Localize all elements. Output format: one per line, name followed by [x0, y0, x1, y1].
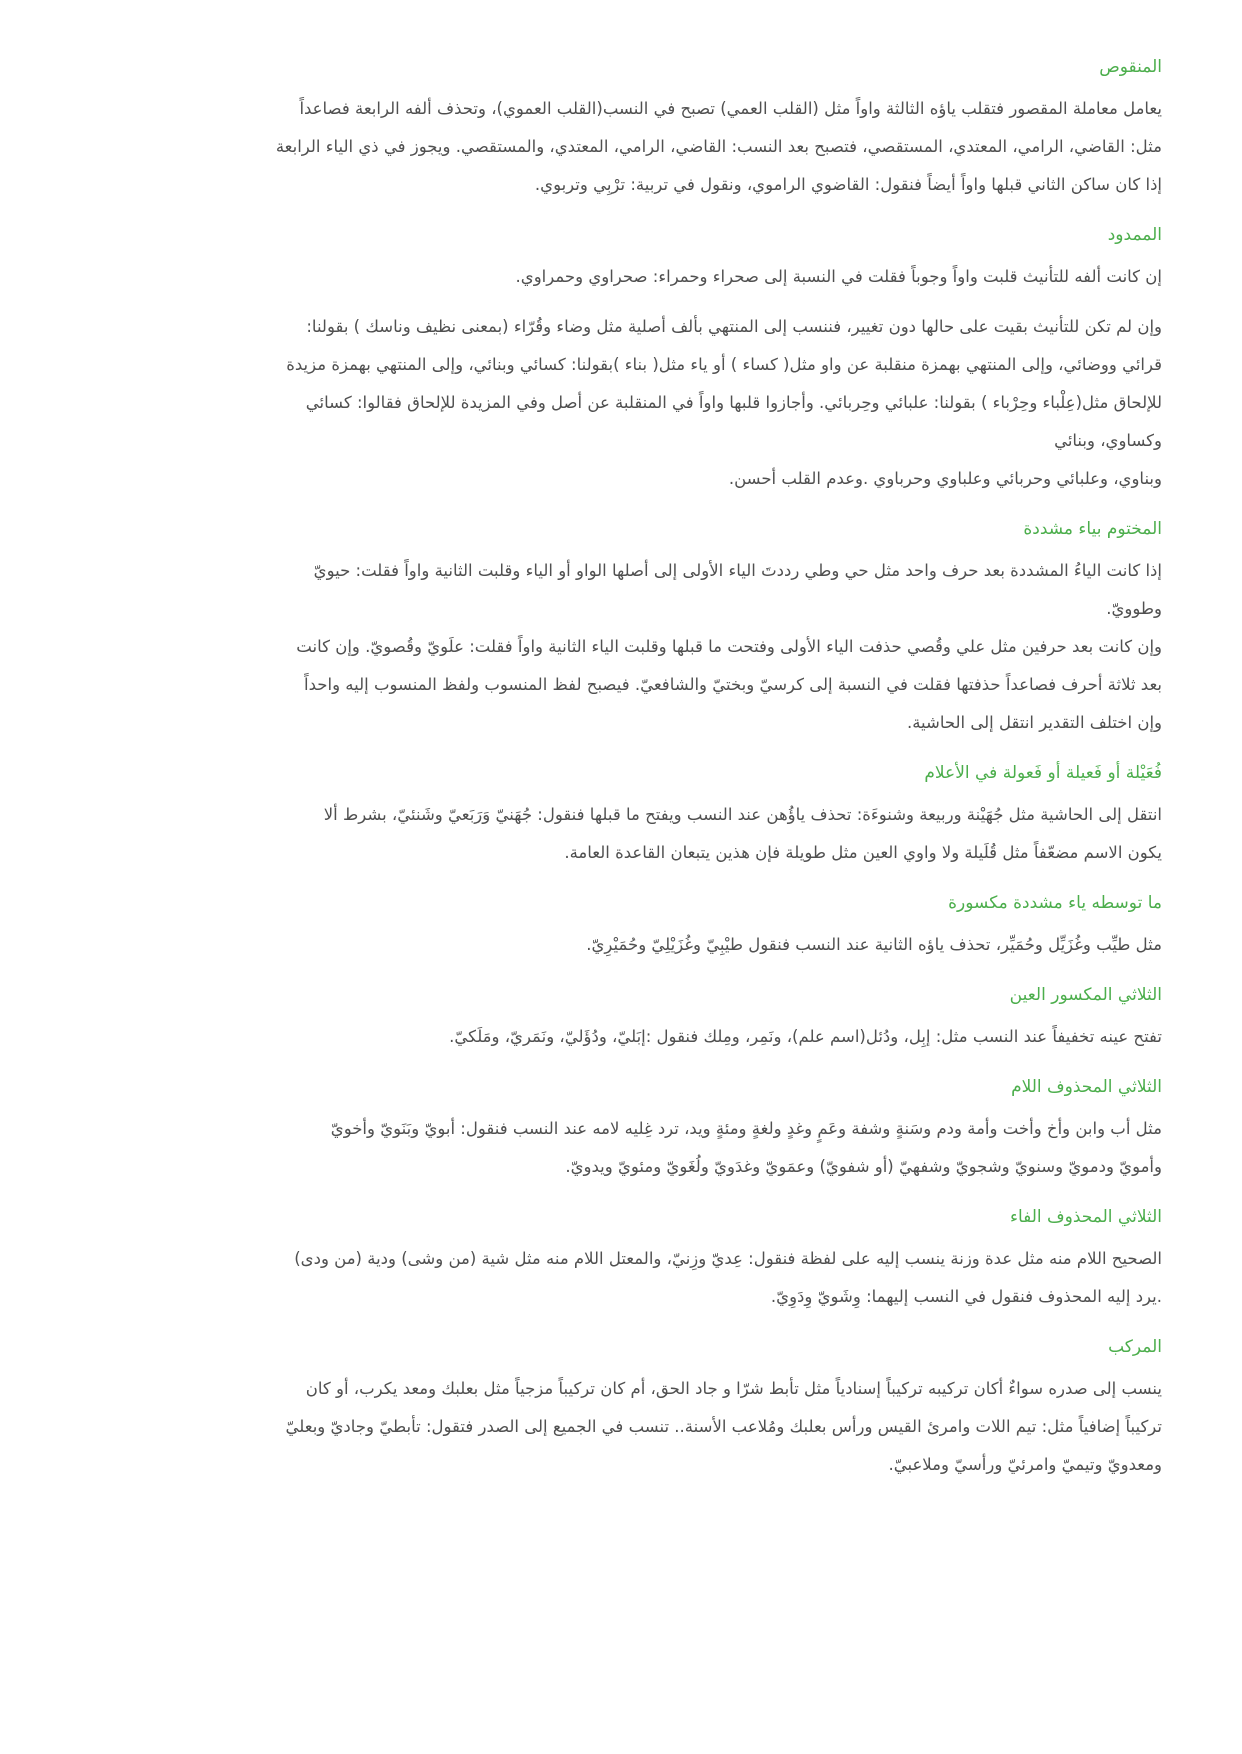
paragraph: [78, 796, 1162, 872]
text-line: وأمويّ ودمويّ وسنويّ وشجويّ وشفهيّ (أو شفويّ) وعمَويّ وغدَويّ ولُغَويّ ومئويّ ويدويّ.: [565, 1157, 1162, 1176]
section-heading: فُعَيْلة أو فَعيلة أو فَعولة في الأعلام: [924, 763, 1162, 783]
section: [78, 754, 1162, 872]
paragraph: [78, 1370, 1162, 1484]
text-line: وإن كانت بعد حرفين مثل علي وقُصي حذفت الياء الأولى وفتحت ما قبلها وقلبت الياء الثانية واواً فقلت: علَويّ وقُصويّ. وإن كانت: [296, 637, 1162, 656]
section-heading: الثلاثي المكسور العين: [1009, 985, 1162, 1005]
text-line: إذا كانت الياءُ المشددة بعد حرف واحد مثل حي وطي رددتَ الياء الأولى إلى أصلها الواو أو الياء وقلبت الثانية واواً فقلت: حيويّ: [313, 561, 1162, 580]
paragraph: [78, 1240, 1162, 1316]
paragraph: [78, 90, 1162, 204]
text-line: تفتح عينه تخفيفاً عند النسب مثل: إبِل، ودُئل(اسم علم)، ونَمِر، ومِلك فنقول :إبَليّ، ودُؤَليّ، ونَمَريّ، ومَلَكيّ.: [449, 1027, 1162, 1046]
text-line: وإن اختلف التقدير انتقل إلى الحاشية.: [906, 713, 1162, 732]
text-line: قرائي ووضائي، وإلى المنتهي بهمزة منقلبة عن واو مثل( كساء ) أو ياء مثل( بناء )بقولنا: كسائي وبنائي، وإلى المنتهي بهمزة مزيدة: [286, 355, 1162, 374]
text-line: ومعدويّ وتيميّ وامرئيّ ورأسيّ وملاعبيّ.: [888, 1455, 1162, 1474]
paragraph: [78, 1110, 1162, 1186]
section-heading: الممدود: [1107, 225, 1162, 245]
text-line: انتقل إلى الحاشية مثل جُهَيْنة وربيعة وشنوءَة: تحذف ياؤُهن عند النسب ويفتح ما قبلها فنقول: جُهَنيّ وَرَبَعيّ وشَنئيّ، بشرط ألا: [323, 805, 1162, 824]
text-line: ينسب إلى صدره سواءٌ أكان تركيبه تركيباً إسنادياً مثل تأبط شرّا و جاد الحق، أم كان تركيباً مزجياً مثل بعلبك ومعد يكرب، أو كان: [305, 1379, 1162, 1398]
paragraph: [78, 1018, 1162, 1056]
text-line: يكون الاسم مضعّفاً مثل قُلَيلة ولا واوي العين مثل طويلة فإن هذين يتبعان القاعدة العامة.: [564, 843, 1162, 862]
text-line: مثل: القاضي، الرامي، المعتدي، المستقصي، فتصبح بعد النسب: القاضي، الرامي، المعتدي، والمستقصي. ويجوز في ذي الياء الرابعة: [275, 137, 1162, 156]
section-heading: الثلاثي المحذوف الفاء: [1009, 1207, 1162, 1227]
paragraph: [78, 258, 1162, 296]
text-line: مثل أب وابن وأخ وأخت وأمة ودم وسَنةٍ وشفة وعَمٍ وغدٍ ولغةٍ ومئةٍ ويد، ترد غِليه لامه عند النسب فنقول: أبويّ وبَنَويّ وأخويّ: [330, 1119, 1162, 1138]
paragraph: [78, 460, 1162, 498]
text-line: وطوويّ.: [1106, 599, 1162, 618]
section: [78, 1198, 1162, 1316]
section-heading: المنقوص: [1099, 57, 1162, 77]
text-line: وكساوي، وبنائي: [1054, 431, 1162, 450]
paragraph: [78, 926, 1162, 964]
section: [78, 1068, 1162, 1186]
paragraph: [78, 552, 1162, 628]
section-heading: الثلاثي المحذوف اللام: [1011, 1077, 1162, 1097]
text-line: إن كانت ألفه للتأنيث قلبت واواً وجوباً فقلت في النسبة إلى صحراء وحمراء: صحراوي وحمراوي.: [515, 267, 1162, 286]
text-line: الصحيح اللام منه مثل عدة وزنة ينسب إليه على لفظة فنقول: عِديّ وزِنيّ، والمعتل اللام منه مثل شية (من وشى) ودية (من ودى): [294, 1249, 1162, 1268]
text-line: وبناوي، وعلبائي وحربائي وعلباوي وحرباوي .وعدم القلب أحسن.: [728, 469, 1162, 488]
section: [78, 884, 1162, 964]
paragraph: [78, 308, 1162, 460]
section: [78, 48, 1162, 204]
section: [78, 1328, 1162, 1484]
text-line: للإلحاق مثل(عِلْباء وحِرْباء ) بقولنا: علبائي وحِربائي. وأجازوا قلبها واواً في المنقلبة عن أصل وفي المزيدة للإلحاق فقالوا: كسائي: [305, 393, 1162, 412]
section: [78, 510, 1162, 742]
section: [78, 216, 1162, 498]
text-line: إذا كان ساكن الثاني قبلها واواً أيضاً فنقول: القاضوي الراموي، ونقول في تربية: ترْبِي وتربوي.: [534, 175, 1162, 194]
text-line: مثل طيِّب وغُزَيِّل وحُمَيِّر، تحذف ياؤه الثانية عند النسب فنقول طيْبِيّ وغُزَيْلِيّ وحُمَيْرِيّ.: [586, 935, 1162, 954]
section-heading: المختوم بياء مشددة: [1023, 519, 1162, 539]
text-line: تركيباً إضافياً مثل: تيم اللات وامرئ القيس ورأس بعلبك ومُلاعب الأسنة.. تنسب في الجميع إلى الصدر فتقول: تأبطيّ وجاديّ وبعليّ: [285, 1417, 1162, 1436]
text-line: وإن لم تكن للتأنيث بقيت على حالها دون تغيير، فننسب إلى المنتهي بألف أصلية مثل وضاء وقُرّاء (بمعنى نظيف وناسك ) بقولنا:: [306, 317, 1162, 336]
paragraph: [78, 628, 1162, 742]
section: [78, 976, 1162, 1056]
section-heading: ما توسطه ياء مشددة مكسورة: [948, 893, 1162, 913]
section-heading: المركب: [1108, 1337, 1162, 1357]
text-line: .يرد إليه المحذوف فنقول في النسب إليهما: وِشَويّ وِدَوِيّ.: [770, 1287, 1162, 1306]
document: [78, 48, 1162, 1496]
text-line: يعامل معاملة المقصور فتقلب ياؤه الثالثة واواً مثل (القلب العمي) تصبح في النسب(القلب العموي)، وتحذف ألفه الرابعة فصاعداً: [299, 99, 1162, 118]
text-line: بعد ثلاثة أحرف فصاعداً حذفتها فقلت في النسبة إلى كرسيّ وبختيّ والشافعيّ. فيصبح لفظ المنسوب ولفظ المنسوب إليه واحداً: [304, 675, 1162, 694]
